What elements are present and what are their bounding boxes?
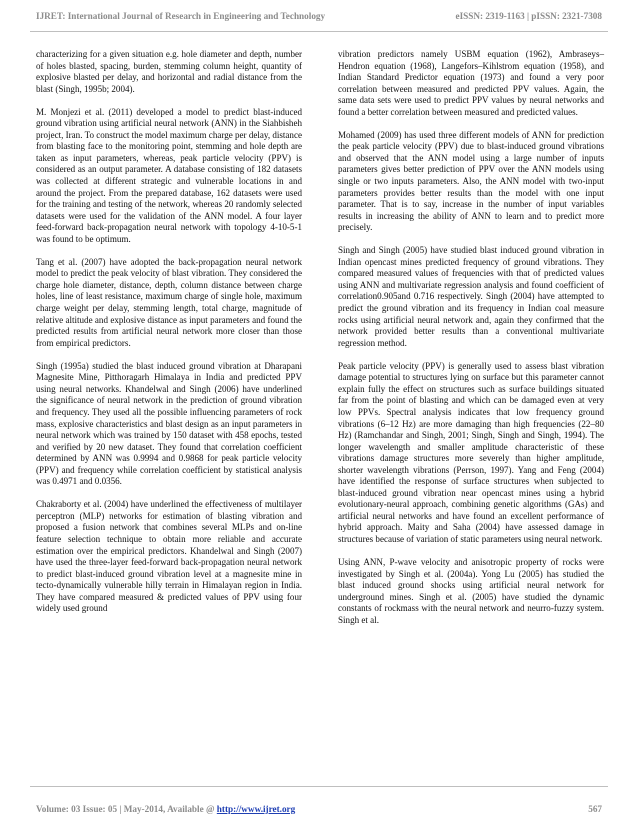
volume-text: Volume: 03 Issue: 05 | May-2014, Available @ [36, 804, 215, 814]
issn-text: eISSN: 2319-1163 | pISSN: 2321-7308 [455, 11, 602, 21]
right-paragraph-1: vibration predictors namely USBM equation (1962), Ambraseys–Hendron equation (1968), Langefors–Kihlstrom equation (1958), and Indian Standard Predictor equation (1973) and found a very poor correlation between measured and predicted PPV values. Again, the same data sets were used to predict PPV values by neural networks and found a better correlation between measured and predicted values. [338, 49, 604, 117]
right-paragraph-4: Peak particle velocity (PPV) is generally used to assess blast vibration damage potential to structures lying on surface but this parameter cannot explain fully the effect on structures such as surface buildings situated far from the point of blasting and which can be damaged even at very low PPVs. Spectral analysis indicates that low frequency ground vibrations (6–12 Hz) are more damaging than high frequencies (22–80 Hz) (Ramchandar and Singh, 2001; Singh, Singh and Singh, 1994). The longer wavelength and smaller amplitude characteristic of these vibrations damage structures more severely than higher amplitude, shorter wavelength vibrations (Perrson, 1997). Yang and Feng (2004) have identified the response of surface structures when subjected to blast-induced ground vibration near opencast mines using a hybrid evolutionary-neural approach, combining genetic algorithms (GAs) and artificial neural networks and have found an excellent performance of hybrid approach. Maity and Saha (2004) have assessed damage in structures because of variation of static parameters using neural network. [338, 360, 604, 544]
page-header [30, 11, 608, 27]
page-number: 567 [588, 804, 602, 814]
right-column [338, 49, 604, 638]
header-divider [30, 31, 608, 32]
right-paragraph-2: Mohamed (2009) has used three different models of ANN for prediction the peak particle velocity (PPV) due to blast-induced ground vibrations and observed that the ANN model using a large number of inputs parameters gives better prediction of PPV over the ANN models using single or two inputs parameters. Also, the ANN model with two-input parameters provides better results than the model with one input parameter. That is to say, increase in the number of input variables results in increasing the ability of ANN to learn and to predict more precisely. [338, 129, 604, 233]
left-column [36, 49, 302, 626]
left-paragraph-5: Chakraborty et al. (2004) have underlined the effectiveness of multilayer perceptron (MLP) networks for estimation of blasting vibration and proposed a fusion network that combines several MLPs and on-line feature selection technique to obtain more reliable and accurate estimation over the empirical predictors. Khandelwal and Singh (2007) have used the three-layer feed-forward back-propagation neural network to predict blast-induced ground vibration level at a magnesite mine in tecto-dynamically vulnerable hilly terrain in Himalayan region in India. They have compared measured & predicted values of PPV using four widely used ground [36, 499, 302, 614]
journal-url-link[interactable]: http://www.ijret.org [216, 804, 296, 814]
footer-volume-info [36, 804, 295, 814]
right-paragraph-5: Using ANN, P-wave velocity and anisotropic property of rocks were investigated by Singh et al. (2004a). Yong Lu (2005) has studied the blast induced ground shocks using artificial neural network for underground mines. Singh et al. (2005) have studied the dynamic constants of rockmass with the neural network and neurro-fuzzy system. Singh et al. [338, 557, 604, 625]
right-paragraph-3: Singh and Singh (2005) have studied blast induced ground vibration in Indian opencast mines predicted frequency of ground vibrations. They compared measured values of frequencies with that of predicted values using ANN and multivariate regression analysis and found coefficient of correlation0.905and 0.716 respectively. Singh (2004) have attempted to predict the ground vibration and its frequency in Indian coal measure rocks using artificial neural network and, again they confirmed that the network provided better results than a conventional multivariate regression method. [338, 245, 604, 348]
left-paragraph-3: Tang et al. (2007) have adopted the back-propagation neural network model to predict the peak velocity of blast vibration. They considered the charge hole diameter, distance, depth, column distance between charge holes, line of least resistance, maximum charge of single hole, maximum charge weight per delay, stemming length, total charge, magnitude of relative altitude and explosive distance as input parameters and found the predicted results from artificial neural network more closer than those from empirical predictors. [36, 256, 302, 348]
footer-divider [30, 786, 608, 787]
left-paragraph-2: M. Monjezi et al. (2011) developed a model to predict blast-induced ground vibration using artificial neural network (ANN) in the Siahbisheh project, Iran. To construct the model maximum charge per delay, distance from blasting face to the monitoring point, stemming and hole depth are taken as input parameters, whereas, peak particle velocity (PPV) is considered as an output parameter. A database consisting of 182 datasets was collected at different strategic and vulnerable locations in and around the project. From the prepared database, 162 datasets were used for the training and testing of the network, whereas 20 randomly selected datasets were used for the validation of the ANN model. A four layer feed-forward back-propagation neural network with topology 4-10-5-1 was found to be optimum. [36, 106, 302, 244]
journal-title: IJRET: International Journal of Research in Engineering and Technology [36, 11, 326, 21]
left-paragraph-1: characterizing for a given situation e.g. hole diameter and depth, number of holes blasted, spacing, burden, stemming column height, quantity of explosive blasted per delay, and horizontal and radial distance from the blast (Singh, 1995b; 2004). [36, 49, 302, 94]
left-paragraph-4: Singh (1995a) studied the blast induced ground vibration at Dharapani Magnesite Mine, Pitthoragarh Himalaya in India and predicted PPV using neural networks. Khandelwal and Singh (2006) have underlined the significance of neural network in the prediction of ground vibration and frequency. They used all the possible influencing parameters of rock mass, explosive characteristics and blast design as an input parameters in neural network which was trained by 150 dataset with 458 epochs, tested and verified by 20 new dataset. They found that correlation coefficient determined by ANN was 0.9994 and 0.9868 for peak particle velocity (PPV) and frequency while correlation coefficient by statistical analysis was 0.4971 and 0.0356. [36, 360, 302, 487]
page-footer [30, 804, 608, 818]
